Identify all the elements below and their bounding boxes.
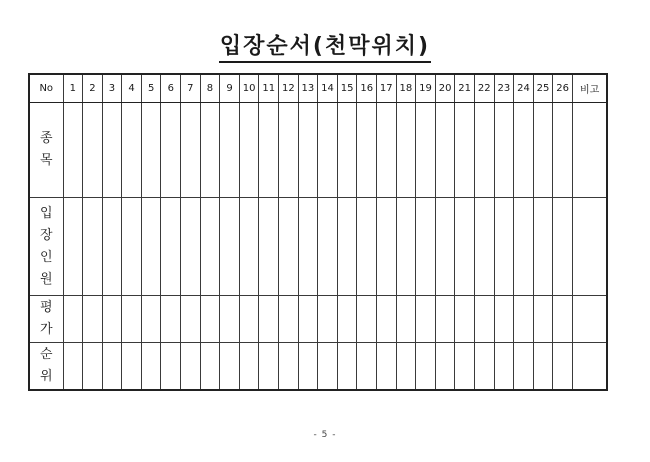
entry-cell[interactable] <box>533 296 553 343</box>
page-number: - 5 - <box>313 430 337 440</box>
entry-cell[interactable] <box>220 103 240 198</box>
entry-cell[interactable] <box>239 103 259 198</box>
entry-cell[interactable] <box>553 343 573 390</box>
entry-cell[interactable] <box>200 296 220 343</box>
column-header-13: 13 <box>298 74 318 103</box>
entry-cell[interactable] <box>220 296 240 343</box>
entry-cell[interactable] <box>455 296 475 343</box>
entry-cell[interactable] <box>396 296 416 343</box>
row-label-char: 인 <box>39 249 53 265</box>
entry-cell[interactable] <box>200 103 220 198</box>
entry-cell[interactable] <box>122 343 142 390</box>
entry-cell[interactable] <box>337 296 357 343</box>
entry-cell[interactable] <box>533 343 553 390</box>
column-header-26: 26 <box>553 74 573 103</box>
column-header-7: 7 <box>181 74 201 103</box>
entry-cell[interactable] <box>259 343 279 390</box>
row-label-char: 원 <box>39 271 53 287</box>
column-header-11: 11 <box>259 74 279 103</box>
entry-cell[interactable] <box>141 103 161 198</box>
entry-cell[interactable] <box>396 198 416 296</box>
entry-cell[interactable] <box>494 198 514 296</box>
entry-order-table <box>28 73 608 391</box>
entry-cell[interactable] <box>181 103 201 198</box>
column-header-21: 21 <box>455 74 475 103</box>
remarks-cell[interactable] <box>572 198 607 296</box>
row-label-char: 입 <box>39 205 53 221</box>
row-label-char: 목 <box>39 153 53 168</box>
column-header-10: 10 <box>239 74 259 103</box>
row-label-char: 종 <box>39 131 53 146</box>
entry-cell[interactable] <box>220 343 240 390</box>
entry-cell[interactable] <box>200 343 220 390</box>
remarks-cell[interactable] <box>572 296 607 343</box>
entry-cell[interactable] <box>435 343 455 390</box>
entry-cell[interactable] <box>161 198 181 296</box>
rank-row <box>29 343 607 390</box>
entry-cell[interactable] <box>220 198 240 296</box>
entry-cell[interactable] <box>122 103 142 198</box>
entry-cell[interactable] <box>239 343 259 390</box>
row-label-char: 순 <box>39 346 53 362</box>
entry-cell[interactable] <box>357 103 377 198</box>
column-header-22: 22 <box>474 74 494 103</box>
entry-cell[interactable] <box>83 198 103 296</box>
entry-cell[interactable] <box>337 343 357 390</box>
remarks-column-header: 비고 <box>572 74 607 103</box>
column-header-20: 20 <box>435 74 455 103</box>
entry-cell[interactable] <box>514 103 534 198</box>
evaluation-row-label <box>29 296 63 343</box>
entry-cell[interactable] <box>494 103 514 198</box>
column-header-23: 23 <box>494 74 514 103</box>
row-label-char: 위 <box>39 368 53 384</box>
entry-cell[interactable] <box>474 103 494 198</box>
header-row <box>29 74 607 103</box>
entry-cell[interactable] <box>239 198 259 296</box>
participants-row-label <box>29 198 63 296</box>
column-header-2: 2 <box>83 74 103 103</box>
entry-cell[interactable] <box>318 103 338 198</box>
entry-cell[interactable] <box>435 103 455 198</box>
no-column-header: No <box>29 74 63 103</box>
entry-cell[interactable] <box>533 198 553 296</box>
row-label-char: 장 <box>39 227 53 243</box>
entry-cell[interactable] <box>494 343 514 390</box>
entry-cell[interactable] <box>416 296 436 343</box>
entry-cell[interactable] <box>416 343 436 390</box>
entry-cell[interactable] <box>377 198 397 296</box>
remarks-cell[interactable] <box>572 343 607 390</box>
entry-cell[interactable] <box>63 343 83 390</box>
entry-cell[interactable] <box>102 198 122 296</box>
column-header-12: 12 <box>279 74 299 103</box>
entry-cell[interactable] <box>102 343 122 390</box>
entry-cell[interactable] <box>514 198 534 296</box>
entry-cell[interactable] <box>318 296 338 343</box>
entry-cell[interactable] <box>102 296 122 343</box>
entry-cell[interactable] <box>161 296 181 343</box>
entry-cell[interactable] <box>514 343 534 390</box>
entry-cell[interactable] <box>396 343 416 390</box>
entry-cell[interactable] <box>298 103 318 198</box>
entry-cell[interactable] <box>141 343 161 390</box>
entry-cell[interactable] <box>357 343 377 390</box>
entry-cell[interactable] <box>279 343 299 390</box>
entry-cell[interactable] <box>83 343 103 390</box>
entry-cell[interactable] <box>161 103 181 198</box>
entry-cell[interactable] <box>181 343 201 390</box>
entry-cell[interactable] <box>298 343 318 390</box>
column-header-5: 5 <box>141 74 161 103</box>
column-header-25: 25 <box>533 74 553 103</box>
entry-cell[interactable] <box>455 103 475 198</box>
entry-cell[interactable] <box>298 296 318 343</box>
column-header-17: 17 <box>377 74 397 103</box>
row-label-char: 평 <box>39 300 53 315</box>
entry-cell[interactable] <box>474 296 494 343</box>
entry-cell[interactable] <box>122 198 142 296</box>
column-header-18: 18 <box>396 74 416 103</box>
entry-cell[interactable] <box>102 103 122 198</box>
column-header-24: 24 <box>514 74 534 103</box>
remarks-cell[interactable] <box>572 103 607 198</box>
entry-cell[interactable] <box>259 296 279 343</box>
entry-cell[interactable] <box>553 296 573 343</box>
column-header-14: 14 <box>318 74 338 103</box>
entry-cell[interactable] <box>259 198 279 296</box>
entry-cell[interactable] <box>553 198 573 296</box>
entry-cell[interactable] <box>435 296 455 343</box>
entry-cell[interactable] <box>455 198 475 296</box>
row-label-char: 가 <box>39 322 53 337</box>
participants-row <box>29 198 607 296</box>
entry-cell[interactable] <box>377 103 397 198</box>
column-header-8: 8 <box>200 74 220 103</box>
entry-cell[interactable] <box>318 343 338 390</box>
entry-cell[interactable] <box>239 296 259 343</box>
entry-cell[interactable] <box>533 103 553 198</box>
column-header-16: 16 <box>357 74 377 103</box>
entry-cell[interactable] <box>279 296 299 343</box>
entry-cell[interactable] <box>63 103 83 198</box>
entry-cell[interactable] <box>494 296 514 343</box>
entry-cell[interactable] <box>377 296 397 343</box>
event-row-label <box>29 103 63 198</box>
column-header-4: 4 <box>122 74 142 103</box>
entry-cell[interactable] <box>279 198 299 296</box>
entry-cell[interactable] <box>181 198 201 296</box>
evaluation-row <box>29 296 607 343</box>
entry-cell[interactable] <box>318 198 338 296</box>
column-header-19: 19 <box>416 74 436 103</box>
entry-cell[interactable] <box>435 198 455 296</box>
entry-cell[interactable] <box>122 296 142 343</box>
entry-cell[interactable] <box>377 343 397 390</box>
entry-cell[interactable] <box>141 296 161 343</box>
entry-cell[interactable] <box>357 296 377 343</box>
entry-cell[interactable] <box>514 296 534 343</box>
entry-cell[interactable] <box>553 103 573 198</box>
entry-cell[interactable] <box>63 296 83 343</box>
entry-cell[interactable] <box>337 103 357 198</box>
entry-cell[interactable] <box>474 343 494 390</box>
entry-cell[interactable] <box>161 343 181 390</box>
entry-cell[interactable] <box>63 198 83 296</box>
entry-cell[interactable] <box>200 198 220 296</box>
column-header-6: 6 <box>161 74 181 103</box>
entry-cell[interactable] <box>83 296 103 343</box>
entry-cell[interactable] <box>141 198 161 296</box>
entry-cell[interactable] <box>259 103 279 198</box>
column-header-3: 3 <box>102 74 122 103</box>
entry-cell[interactable] <box>337 198 357 296</box>
entry-cell[interactable] <box>416 103 436 198</box>
entry-cell[interactable] <box>396 103 416 198</box>
entry-cell[interactable] <box>83 103 103 198</box>
column-header-15: 15 <box>337 74 357 103</box>
event-row <box>29 103 607 198</box>
entry-cell[interactable] <box>357 198 377 296</box>
entry-cell[interactable] <box>474 198 494 296</box>
entry-cell[interactable] <box>279 103 299 198</box>
entry-cell[interactable] <box>455 343 475 390</box>
column-header-1: 1 <box>63 74 83 103</box>
form-title: 입장순서(천막위치) <box>0 34 650 63</box>
entry-cell[interactable] <box>416 198 436 296</box>
column-header-9: 9 <box>220 74 240 103</box>
entry-cell[interactable] <box>181 296 201 343</box>
rank-row-label <box>29 343 63 390</box>
entry-cell[interactable] <box>298 198 318 296</box>
